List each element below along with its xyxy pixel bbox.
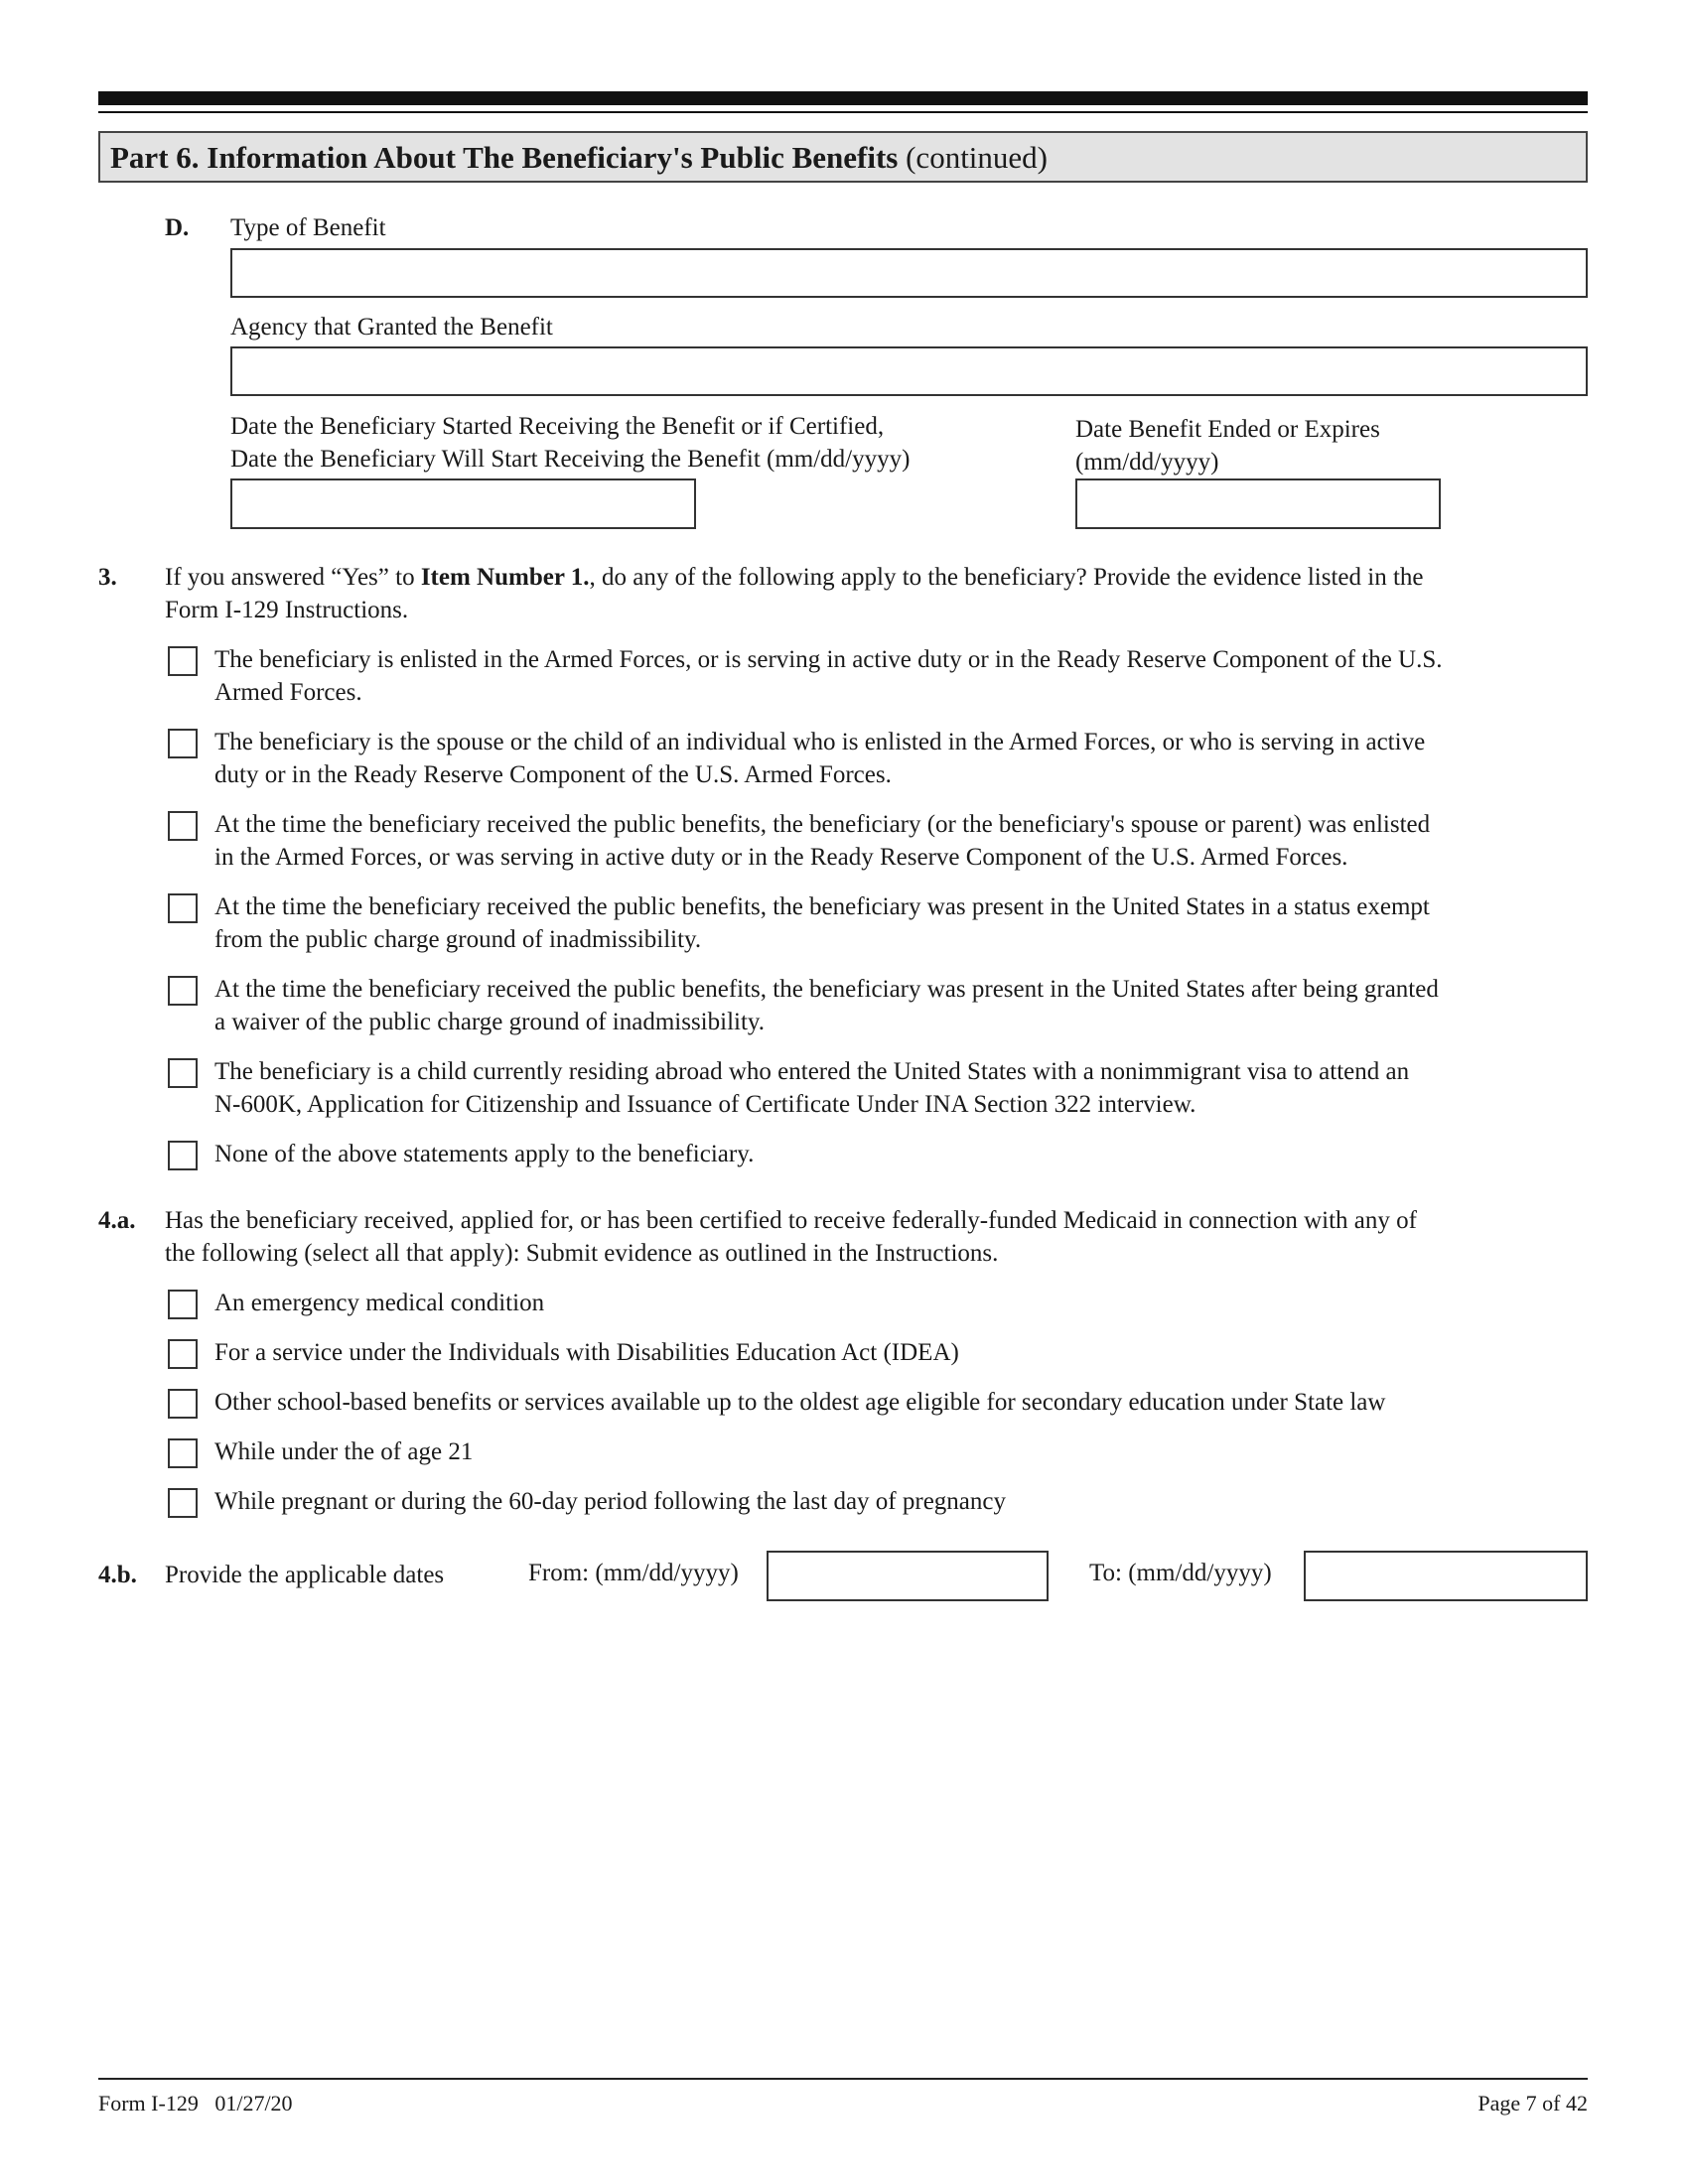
item-3-checkbox-none[interactable] — [168, 1141, 198, 1170]
item-4a-option-2: For a service under the Individuals with Disabilities Education Act (IDEA) — [214, 1339, 959, 1366]
footer-page-number: Page 7 of 42 — [1477, 2091, 1588, 2116]
agency-field[interactable] — [230, 346, 1588, 396]
end-date-label-line1: Date Benefit Ended or Expires — [1075, 416, 1380, 443]
item-3-checkbox-armed-forces[interactable] — [168, 646, 198, 676]
top-thick-rule — [98, 91, 1588, 105]
item-4a-option-3: Other school-based benefits or services available up to the oldest age eligible for secondary education under State law — [214, 1389, 1386, 1416]
item-3-option-6-line1: The beneficiary is a child currently residing abroad who entered the United States with a nonimmigrant visa to attend an — [214, 1058, 1410, 1085]
item-3-option-4-line1: At the time the beneficiary received the public benefits, the beneficiary was present in the United States in a status exempt — [214, 893, 1430, 920]
item-3-checkbox-status-exempt[interactable] — [168, 893, 198, 923]
section-d-letter: D. — [165, 214, 190, 241]
top-thin-rule — [98, 111, 1588, 113]
item-3-option-5-line2: a waiver of the public charge ground of inadmissibility. — [214, 1009, 766, 1035]
type-of-benefit-label: Type of Benefit — [230, 214, 386, 241]
item-3-option-2-line2: duty or in the Ready Reserve Component of the U.S. Armed Forces. — [214, 761, 892, 788]
item-3-option-1-line1: The beneficiary is enlisted in the Armed Forces, or is serving in active duty or in the Ready Reserve Component of the U.S. — [214, 646, 1443, 673]
from-date-field[interactable] — [767, 1551, 1049, 1601]
item-3-option-6-line2: N-600K, Application for Citizenship and Issuance of Certificate Under INA Section 322 interview. — [214, 1091, 1196, 1118]
item-4a-number: 4.a. — [98, 1207, 136, 1234]
item-3-option-3-line1: At the time the beneficiary received the public benefits, the beneficiary (or the beneficiary's spouse or parent) was enlisted — [214, 811, 1431, 838]
item-3-number: 3. — [98, 564, 117, 591]
from-date-label: From: (mm/dd/yyyy) — [528, 1560, 739, 1586]
item-3-option-2-line1: The beneficiary is the spouse or the child of an individual who is enlisted in the Armed Forces, or who is serving in active — [214, 729, 1426, 755]
item-4a-question-line1: Has the beneficiary received, applied for, or has been certified to receive federally-funded Medicaid in connection with any of — [165, 1207, 1417, 1234]
item-3-option-1-line2: Armed Forces. — [214, 679, 362, 706]
part-header — [98, 131, 1588, 183]
item-3-checkbox-waiver[interactable] — [168, 976, 198, 1006]
item-4a-checkbox-idea[interactable] — [168, 1339, 198, 1369]
part-title-continued: (continued) — [906, 140, 1048, 175]
item-4a-checkbox-under-21[interactable] — [168, 1438, 198, 1468]
item-3-checkbox-enlisted-at-time[interactable] — [168, 811, 198, 841]
end-date-field[interactable] — [1075, 478, 1441, 529]
item-3-option-4-line2: from the public charge ground of inadmissibility. — [214, 926, 702, 953]
item-3-option-7: None of the above statements apply to the beneficiary. — [214, 1141, 755, 1167]
item-4a-checkbox-school-based[interactable] — [168, 1389, 198, 1419]
item-3-question-line2: Form I-129 Instructions. — [165, 597, 409, 623]
item-4a-option-1: An emergency medical condition — [214, 1290, 545, 1316]
item-3-option-3-line2: in the Armed Forces, or was serving in active duty or in the Ready Reserve Component of the U.S. Armed Forces. — [214, 844, 1348, 871]
item-4a-question-line2: the following (select all that apply): Submit evidence as outlined in the Instructions. — [165, 1240, 999, 1267]
item-4a-checkbox-pregnant[interactable] — [168, 1488, 198, 1518]
item-3-checkbox-child-abroad[interactable] — [168, 1058, 198, 1088]
item-3-question: If you answered “Yes” to Item Number 1., do any of the following apply to the beneficiary? Provide the evidence listed in the — [165, 564, 1424, 591]
item-4b-number: 4.b. — [98, 1562, 137, 1588]
footer-rule — [98, 2078, 1588, 2080]
start-date-field[interactable] — [230, 478, 696, 529]
start-date-label-line2: Date the Beneficiary Will Start Receiving the Benefit (mm/dd/yyyy) — [230, 446, 911, 473]
item-4a-option-4: While under the of age 21 — [214, 1438, 474, 1465]
end-date-label-line2: (mm/dd/yyyy) — [1075, 449, 1219, 476]
item-3-checkbox-spouse-child[interactable] — [168, 729, 198, 758]
to-date-label: To: (mm/dd/yyyy) — [1089, 1560, 1272, 1586]
agency-label: Agency that Granted the Benefit — [230, 314, 553, 341]
footer-form-id: Form I-129 01/27/20 — [98, 2091, 293, 2116]
type-of-benefit-field[interactable] — [230, 248, 1588, 298]
item-4a-checkbox-emergency[interactable] — [168, 1290, 198, 1319]
part-title: Part 6. Information About The Beneficiary's Public Benefits — [110, 140, 899, 175]
item-4a-option-5: While pregnant or during the 60-day period following the last day of pregnancy — [214, 1488, 1006, 1515]
to-date-field[interactable] — [1304, 1551, 1588, 1601]
start-date-label-line1: Date the Beneficiary Started Receiving the Benefit or if Certified, — [230, 413, 885, 440]
item-3-option-5-line1: At the time the beneficiary received the public benefits, the beneficiary was present in the United States after being granted — [214, 976, 1439, 1003]
item-4b-label: Provide the applicable dates — [165, 1562, 445, 1588]
